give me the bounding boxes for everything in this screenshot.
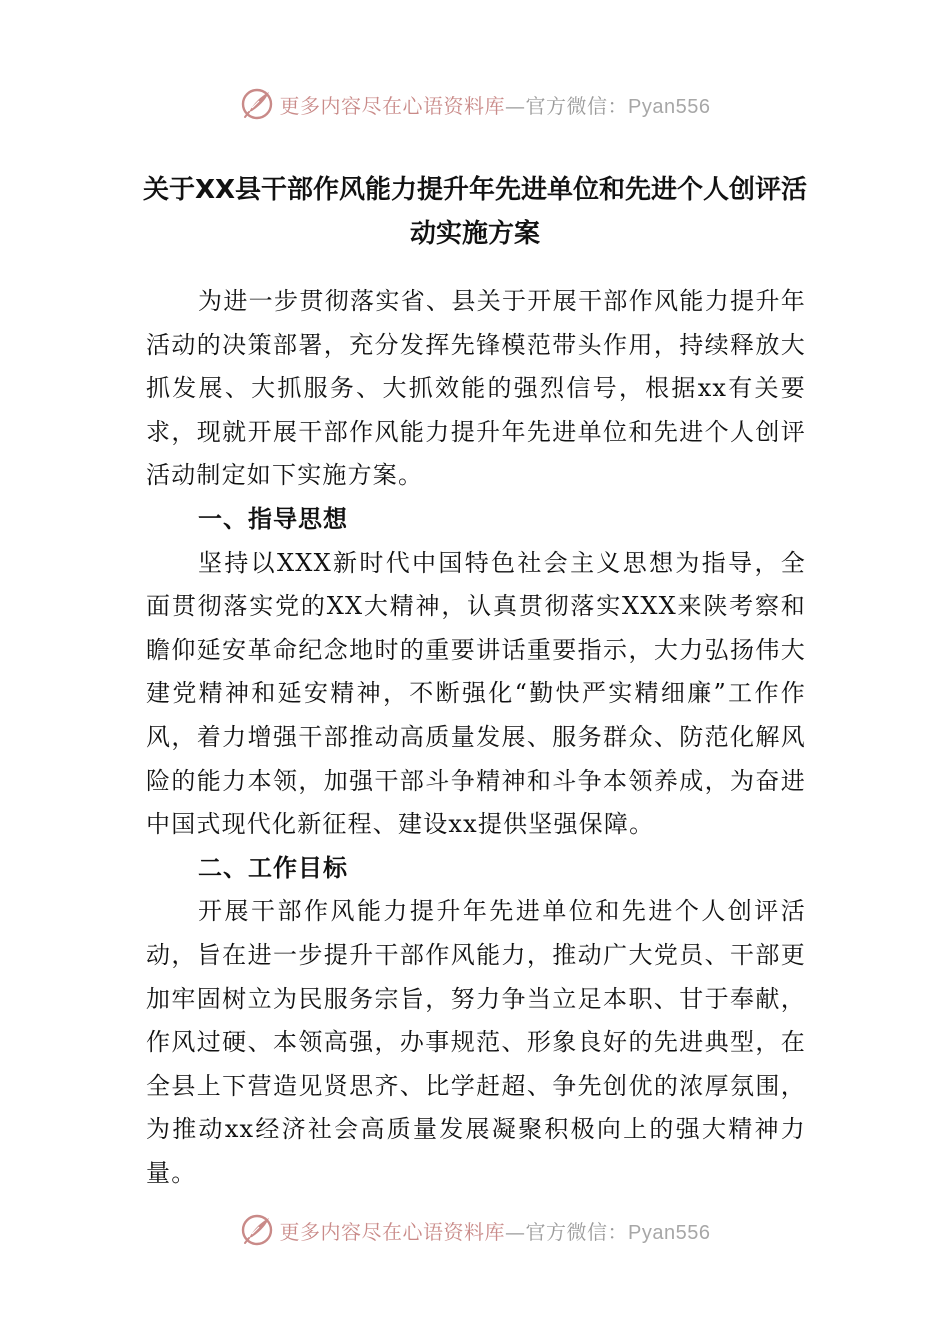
watermark-wechat-id: Pyan556 <box>628 95 711 118</box>
watermark-label: 官方微信： <box>525 93 629 118</box>
watermark-text <box>280 90 711 119</box>
watermark-label: 官方微信： <box>525 1219 629 1244</box>
quill-logo-icon <box>240 1213 274 1247</box>
watermark-wechat-id: Pyan556 <box>628 1221 711 1244</box>
document-title: 关于XX县干部作风能力提升年先进单位和先进个人创评活动实施方案 <box>142 175 808 249</box>
watermark-main-text: 更多内容尽在心语资料库 <box>279 1219 506 1244</box>
section-heading-guiding-ideology: 一、指导思想 <box>198 504 348 533</box>
quill-logo-icon <box>240 87 274 121</box>
watermark-dash: — <box>505 1219 526 1244</box>
section-body-guiding-ideology: 坚持以XXX新时代中国特色社会主义思想为指导，全面贯彻落实党的XX大精神，认真贯彻落实XXX来陕考察和瞻仰延安革命纪念地时的重要讲话重要指示，大力弘扬伟大建党精神和延安精神，不断强化“勤快严实精细廉”工作作风，着力增强干部推动高质量发展、服务群众、防范化解风险的能力本领，加强干部斗争精神和斗争本领养成，为奋进中国式现代化新征程、建设xx提供坚强保障。 <box>146 548 806 839</box>
document-body <box>146 280 806 1195</box>
section-heading-work-goals: 二、工作目标 <box>198 853 348 882</box>
watermark-header <box>0 84 950 124</box>
intro-paragraph: 为进一步贯彻落实省、县关于开展干部作风能力提升年活动的决策部署，充分发挥先锋模范带头作用，持续释放大抓发展、大抓服务、大抓效能的强烈信号，根据xx有关要求，现就开展干部作风能力提升年先进单位和先进个人创评活动制定如下实施方案。 <box>146 287 806 490</box>
watermark-main-text: 更多内容尽在心语资料库 <box>279 93 506 118</box>
watermark-dash: — <box>505 93 526 118</box>
section-body-work-goals: 开展干部作风能力提升年先进单位和先进个人创评活动，旨在进一步提升干部作风能力，推动广大党员、干部更加牢固树立为民服务宗旨，努力争当立足本职、甘于奉献，作风过硬、本领高强，办事规范、形象良好的先进典型，在全县上下营造见贤思齐、比学赶超、争先创优的浓厚氛围，为推动xx经济社会高质量发展凝聚积极向上的强大精神力量。 <box>146 897 806 1187</box>
watermark-footer <box>0 1210 950 1250</box>
watermark-text <box>280 1216 711 1245</box>
